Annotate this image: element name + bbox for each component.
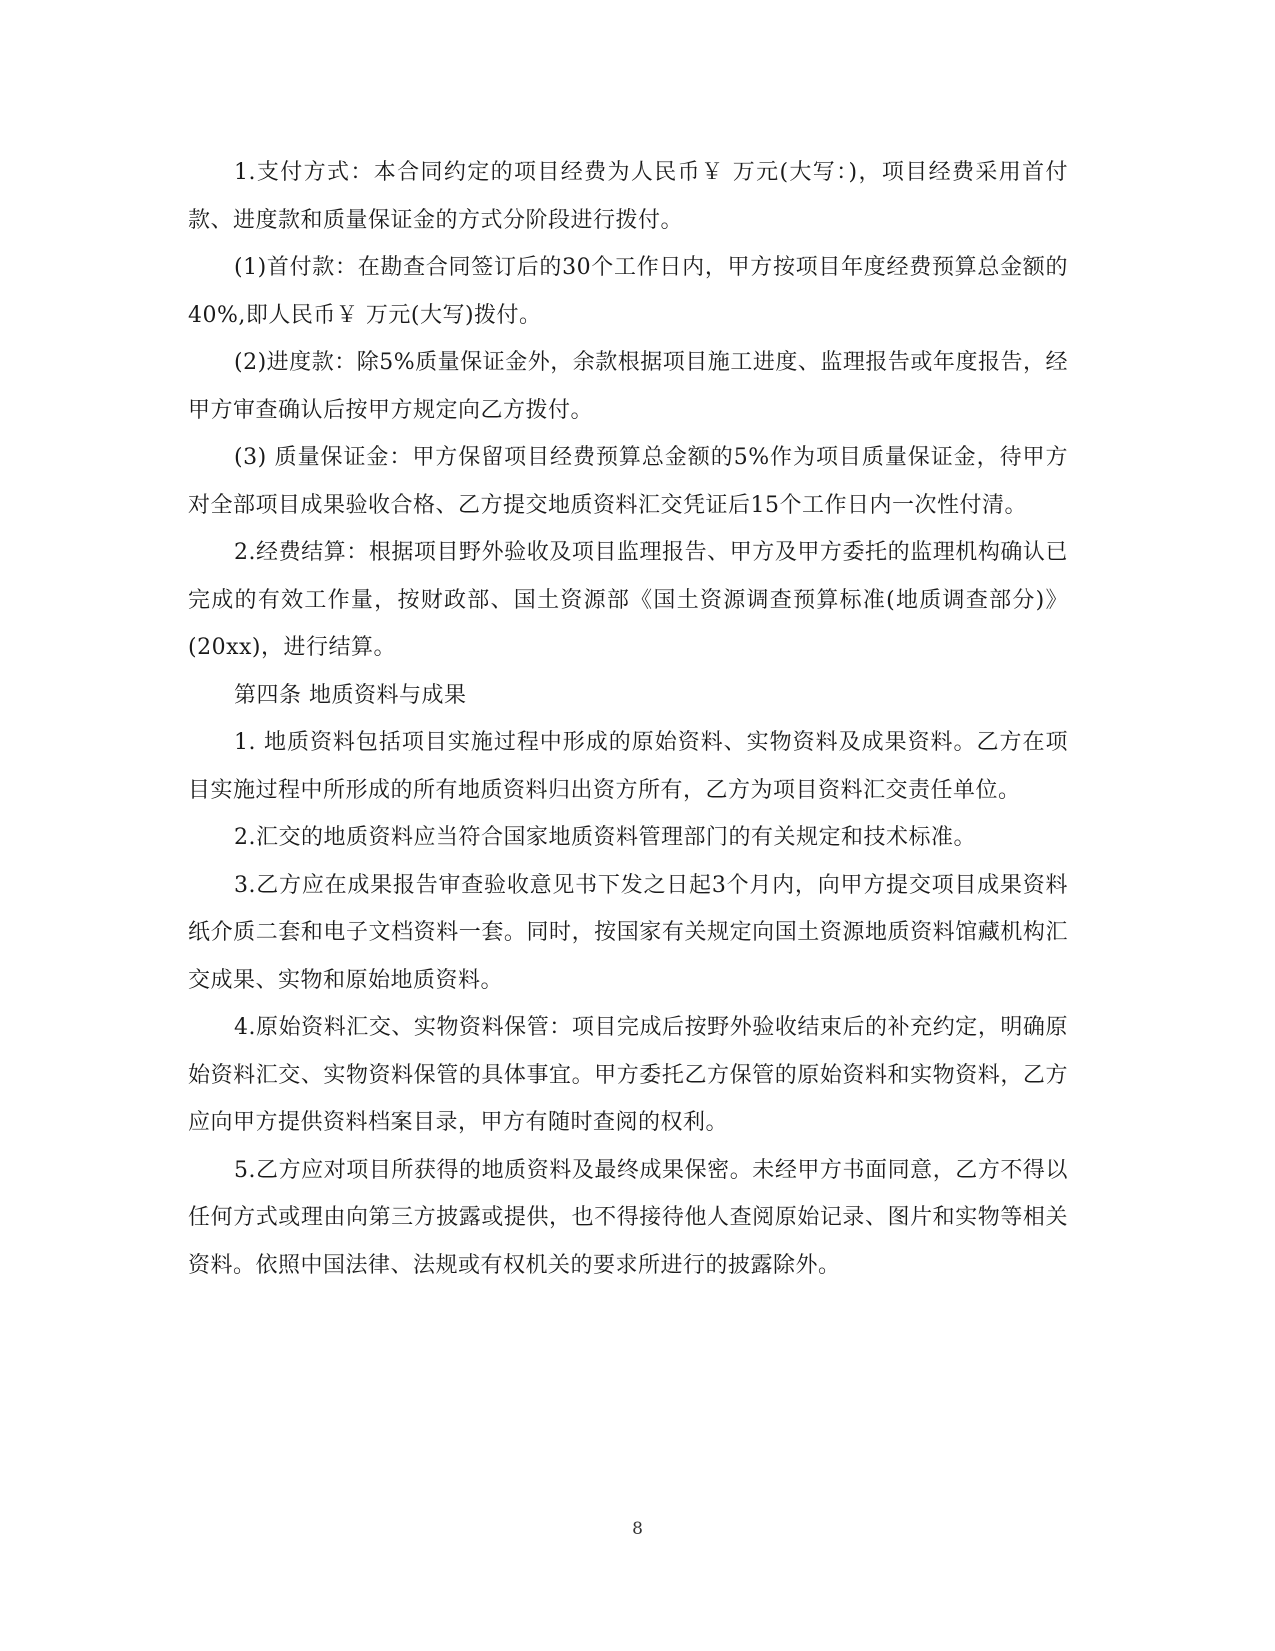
payment-method-paragraph: 1.支付方式：本合同约定的项目经费为人民币￥ 万元(大写：)，项目经费采用首付款、进度款和质量保证金的方式分阶段进行拨付。 (188, 160, 1068, 233)
settlement-paragraph: 2.经费结算：根据项目野外验收及项目监理报告、甲方及甲方委托的监理机构确认已完成的有效工作量，按财政部、国土资源部《国土资源调查预算标准(地质调查部分)》(20xx)，进行结算。 (188, 540, 1068, 660)
section-heading: 第四条 地质资料与成果 (234, 682, 467, 708)
section-paragraph-2: 2.汇交的地质资料应当符合国家地质资料管理部门的有关规定和技术标准。 (234, 825, 976, 850)
section-paragraph-5: 5.乙方应对项目所获得的地质资料及最终成果保密。未经甲方书面同意，乙方不得以任何方式或理由向第三方披露或提供，也不得接待他人查阅原始记录、图片和实物等相关资料。依照中国法律、法规或有权机关的要求所进行的披露除外。 (188, 1157, 1068, 1278)
document-body (188, 149, 1068, 1289)
section-paragraph-1: 1. 地质资料包括项目实施过程中形成的原始资料、实物资料及成果资料。乙方在项目实施过程中所形成的所有地质资料归出资方所有，乙方为项目资料汇交责任单位。 (188, 730, 1068, 803)
quality-deposit-paragraph: (3) 质量保证金：甲方保留项目经费预算总金额的5%作为项目质量保证金，待甲方对全部项目成果验收合格、乙方提交地质资料汇交凭证后15个工作日内一次性付清。 (188, 445, 1068, 518)
first-payment-paragraph: (1)首付款：在勘查合同签订后的30个工作日内，甲方按项目年度经费预算总金额的40%,即人民币￥ 万元(大写)拨付。 (188, 255, 1068, 328)
page-number: 8 (632, 1519, 643, 1539)
progress-payment-paragraph: (2)进度款：除5%质量保证金外，余款根据项目施工进度、监理报告或年度报告，经甲方审查确认后按甲方规定向乙方拨付。 (188, 350, 1068, 423)
section-paragraph-4: 4.原始资料汇交、实物资料保管：项目完成后按野外验收结束后的补充约定，明确原始资料汇交、实物资料保管的具体事宜。甲方委托乙方保管的原始资料和实物资料，乙方应向甲方提供资料档案目录，甲方有随时查阅的权利。 (188, 1015, 1068, 1135)
section-paragraph-3: 3.乙方应在成果报告审查验收意见书下发之日起3个月内，向甲方提交项目成果资料纸介质二套和电子文档资料一套。同时，按国家有关规定向国土资源地质资料馆藏机构汇交成果、实物和原始地质资料。 (188, 872, 1068, 993)
